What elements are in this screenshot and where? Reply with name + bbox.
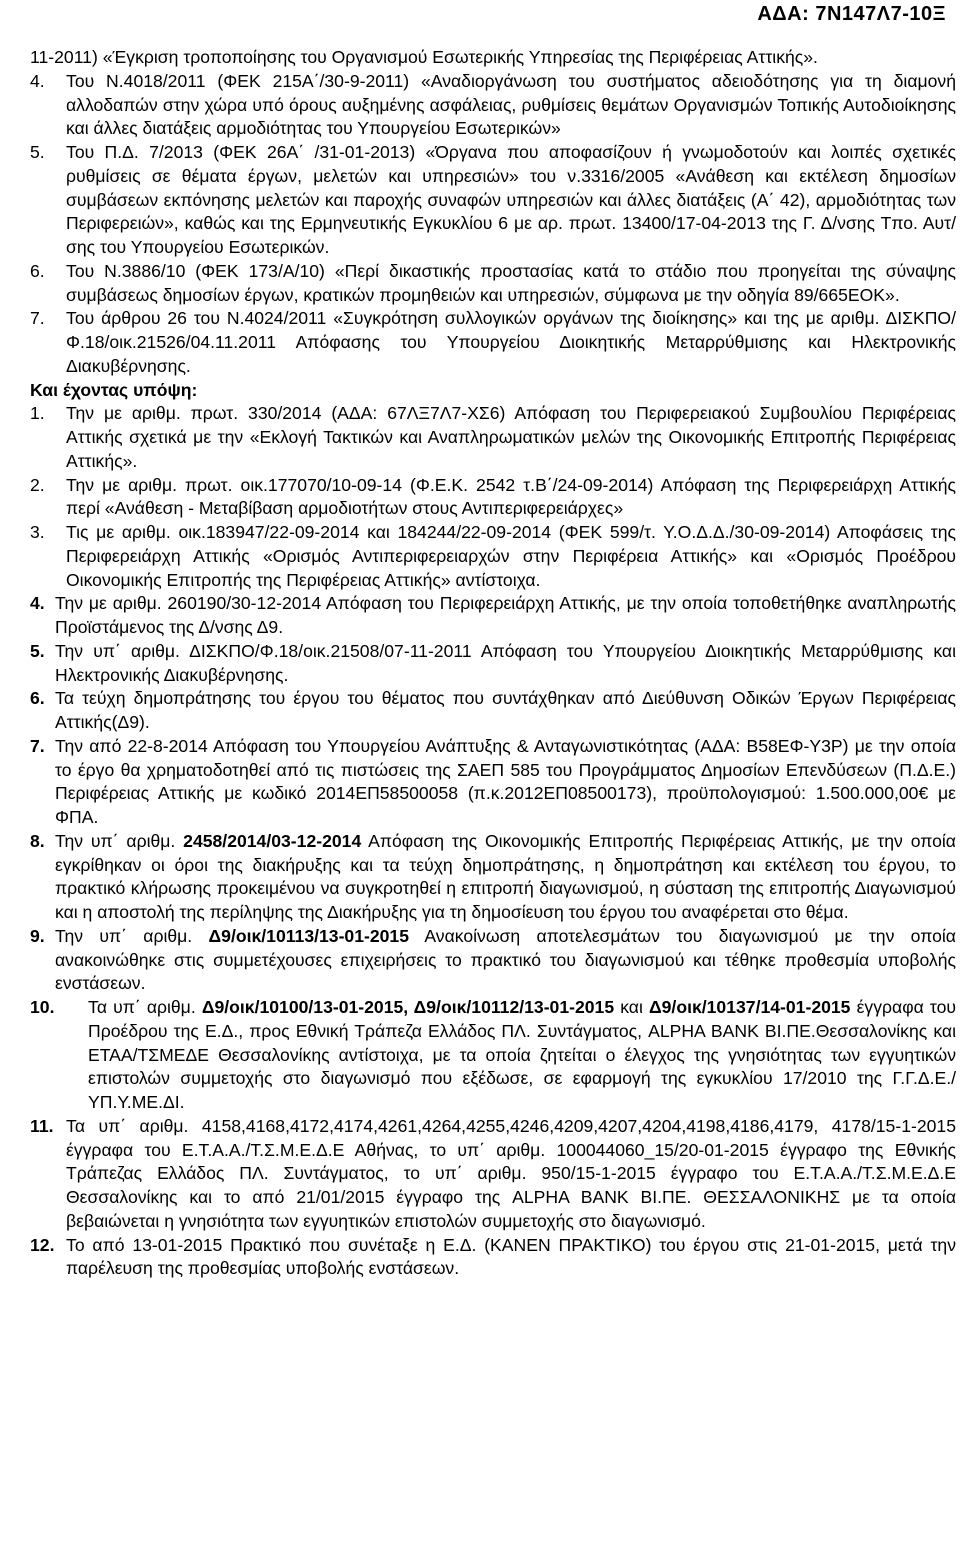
item-number: 8. — [30, 830, 45, 851]
item-number: 6. — [30, 688, 45, 709]
item-number: 4. — [30, 70, 45, 91]
item-number: 9. — [30, 925, 45, 946]
item-text-join: και — [614, 997, 649, 1017]
consideration-7 — [30, 735, 956, 830]
item-text-lead: Την υπ΄ αριθμ. — [55, 830, 184, 851]
item-number: 7. — [30, 735, 45, 756]
item-text-rest: Ανακοίνωση αποτελεσμάτων του διαγωνισμού με την οποία ανακοινώθηκε στις συμμετέχουσες επιχειρήσεις το πρακτικό του διαγωνισμού και τέθηκε προθεσμία υποβολής ενστάσεων. — [55, 925, 956, 994]
item-text-rest: Απόφαση της Οικονομικής Επιτροπής Περιφέρειας Αττικής, με την οποία εγκρίθηκαν οι όροι της διακήρυξης και τα τεύχη δημοπράτησης, η δημοπράτηση και εκτέλεση του έργου, το πρακτικό κλήρωσης προκειμένου να συγκροτηθεί η επιτροπή διαγωνισμού, η σύσταση της επιτροπής Διαγωνισμού και η αποστολή της περίληψης της Διακήρυξης για τη δημοσίευση του έργου του αναφέρεται στο θέμα. — [55, 830, 956, 922]
item-text: Του άρθρου 26 του Ν.4024/2011 «Συγκρότηση συλλογικών οργάνων της διοίκησης» και της με αριθμ. ΔΙΣΚΠΟ/Φ.18/οικ.21526/04.11.2011 Απόφασης του Υπουργείου Διοικητικής Μεταρρύθμισης και Ηλεκτρονικής Διακυβέρνησης. — [66, 308, 956, 376]
item-number: 7. — [30, 308, 45, 329]
legal-item-4 — [30, 70, 956, 141]
consideration-11 — [30, 1115, 956, 1234]
item-text — [55, 830, 956, 925]
item-text-lead: Τα υπ΄ αριθμ. — [88, 997, 202, 1017]
item-text: Το από 13-01-2015 Πρακτικό που συνέταξε η Ε.Δ. (ΚΑΝΕΝ ΠΡΑΚΤΙΚΟ) του έργου στις 21-01-2015, μετά την παρέλευση της προθεσμίας υποβολής ενστάσεων. — [66, 1234, 956, 1279]
item-text: Την με αριθμ. πρωτ. 330/2014 (ΑΔΑ: 67ΛΞ7Λ7-ΧΣ6) Απόφαση του Περιφερειακού Συμβουλίου Περιφέρειας Αττικής σχετικά με την «Εκλογή Τακτικών και Αναπληρωματικών μελών της Οικονομικής Επιτροπής Περιφέρειας Αττικής». — [66, 403, 956, 471]
decision-reference: 2458/2014/03-12-2014 — [183, 830, 362, 851]
item-number: 10. — [30, 997, 55, 1017]
announcement-reference: Δ9/οικ/10113/13-01-2015 — [208, 925, 410, 946]
document-references: Δ9/οικ/10100/13-01-2015, Δ9/οικ/10112/13-01-2015 — [201, 997, 615, 1017]
consideration-10 — [30, 996, 956, 1115]
legal-item-7 — [30, 307, 956, 378]
consideration-5 — [30, 640, 956, 688]
item-text — [88, 996, 956, 1115]
consideration-4 — [30, 592, 956, 640]
item-number: 2. — [30, 474, 45, 495]
document-body — [30, 46, 956, 1281]
item-text: Την με αριθμ. πρωτ. οικ.177070/10-09-14 (Φ.Ε.Κ. 2542 τ.Β΄/24-09-2014) Απόφαση της Περιφερειάρχη Αττικής περί «Ανάθεση - Μεταβίβαση αρμοδιοτήτων στους Αντιπεριφερειάρχες» — [66, 474, 956, 519]
consideration-8 — [30, 830, 956, 925]
item-number: 1. — [30, 403, 45, 424]
item-number: 12. — [30, 1234, 55, 1255]
item-number: 5. — [30, 640, 45, 661]
item-text: Τα τεύχη δημοπράτησης του έργου του θέματος που συντάχθηκαν από Διεύθυνση Οδικών Έργων Περιφέρειας Αττικής(Δ9). — [55, 688, 956, 732]
consideration-9 — [30, 925, 956, 996]
consideration-1 — [30, 402, 956, 473]
legal-item-5 — [30, 141, 956, 260]
continued-paragraph: 11-2011) «Έγκριση τροποποίησης του Οργανισμού Εσωτερικής Υπηρεσίας της Περιφέρειας Αττικής». — [30, 47, 818, 67]
section-heading: Και έχοντας υπόψη: — [30, 379, 198, 400]
item-text: Του Ν.4018/2011 (ΦΕΚ 215Α΄/30-9-2011) «Αναδιοργάνωση του συστήματος αδειοδότησης για τη διαμονή αλλοδαπών στην χώρα υπό όρους αυξημένης ασφάλειας, ρυθμίσεις θεμάτων Οργανισμών Τοπικής Αυτοδιοίκησης και άλλες διατάξεις αρμοδιότητας του Υπουργείου Εσωτερικών» — [66, 70, 956, 139]
item-number: 3. — [30, 522, 45, 542]
consideration-12 — [30, 1234, 956, 1282]
item-text: Τις με αριθμ. οικ.183947/22-09-2014 και 184244/22-09-2014 (ΦΕΚ 599/τ. Υ.Ο.Δ.Δ./30-09-2014) Αποφάσεις της Περιφερειάρχη Αττικής «Ορισμός Αντιπεριφερειαρχών στην Περιφέρεια Αττικής» και «Ορισμός Προέδρου Οικονομικής Επιτροπής της Περιφέρειας Αττικής» αντίστοιχα. — [66, 522, 956, 590]
item-number: 5. — [30, 142, 45, 162]
item-number: 4. — [30, 593, 45, 614]
consideration-2 — [30, 474, 956, 522]
consideration-6 — [30, 687, 956, 735]
item-number: 6. — [30, 260, 45, 281]
legal-item-6 — [30, 260, 956, 308]
item-text: Του Π.Δ. 7/2013 (ΦΕΚ 26Α΄ /31-01-2013) «Όργανα που αποφασίζουν ή γνωμοδοτούν και λοιπές σχετικές ρυθμίσεις σε θέματα έργων, μελετών και υπηρεσιών» του ν.3316/2005 «Ανάθεση και εκτέλεση δημοσίων συμβάσεων εκπόνησης μελετών και παροχής συναφών υπηρεσιών και άλλες διατάξεις (Α΄ 42), αρμοδιότητας των Περιφερειών», καθώς και της Ερμηνευτικής Εγκυκλίου 6 με αρ. πρωτ. 13400/17-04-2013 της Γ. Δ/νσης Τπο. Αυτ/σης του Υπουργείου Εσωτερικών. — [66, 142, 956, 257]
item-text — [55, 925, 956, 996]
item-text-lead: Την υπ΄ αριθμ. — [55, 925, 209, 946]
ada-code: ΑΔΑ: 7Ν147Λ7-10Ξ — [757, 3, 946, 25]
item-text-rest: έγγραφα του Προέδρου της Ε.Δ., προς Εθνική Τράπεζα Ελλάδος ΠΛ. Συντάγματος, ALPHA BANK ΒΙ.ΠΕ.Θεσσαλονίκης και ΕΤΑΑ/ΤΣΜΕΔΕ Θεσσαλονίκης αντίστοιχα, με τα οποία ζητείται ο έλεγχος της γνησιότητας των εγγυητικών επιστολών συμμετοχής στο διαγωνισμό που εξέδωσε, σε εφαρμογή της εγκυκλίου 17/2010 της Γ.Γ.Δ.Ε./ΥΠ.Υ.ΜΕ.ΔΙ. — [88, 997, 956, 1112]
item-text: Την από 22-8-2014 Απόφαση του Υπουργείου Ανάπτυξης & Ανταγωνιστικότητας (ΑΔΑ: Β58ΕΦ-Υ3Ρ) με την οποία το έργο θα χρηματοδοτηθεί από τις πιστώσεις της ΣΑΕΠ 585 του Προγράμματος Δημοσίων Επενδύσεων (Π.Δ.Ε.) Περιφέρειας Αττικής με κωδικό 2014ΕΠ58500058 (π.κ.2012ΕΠ08500173), προϋπολογισμού: 1.500.000,00€ με ΦΠΑ. — [55, 735, 956, 827]
item-text: Του Ν.3886/10 (ΦΕΚ 173/Α/10) «Περί δικαστικής προστασίας κατά το στάδιο που προηγείται της σύναψης συμβάσεως δημοσίων έργων, κρατικών προμηθειών και υπηρεσιών, σύμφωνα με την οδηγία 89/665ΕΟΚ». — [66, 260, 956, 305]
item-text: Την με αριθμ. 260190/30-12-2014 Απόφαση του Περιφερειάρχη Αττικής, με την οποία τοποθετήθηκε αναπληρωτής Προϊστάμενος της Δ/νσης Δ9. — [55, 593, 956, 637]
document-reference-last: Δ9/οικ/10137/14-01-2015 — [649, 997, 851, 1017]
consideration-3 — [30, 521, 956, 592]
item-number: 11. — [30, 1115, 54, 1136]
item-text: Τα υπ΄ αριθμ. 4158,4168,4172,4174,4261,4264,4255,4246,4209,4207,4204,4198,4186,4179, 4178/15-1-2015 έγγραφα του Ε.Τ.Α.Α./Τ.Σ.Μ.Ε.Δ.Ε Αθήνας, το υπ΄ αριθμ. 100044060_15/20-01-2015 έγγραφο της Εθνικής Τράπεζας Ελλάδος ΠΛ. Συντάγματος, το υπ΄ αριθμ. 950/15-1-2015 έγγραφο του Ε.Τ.Α.Α./Τ.Σ.Μ.Ε.Δ.Ε Θεσσαλονίκης και το από 21/01/2015 έγγραφο της ALPHA BANK ΒΙ.ΠΕ. ΘΕΣΣΑΛΟΝΙΚΗΣ με τα οποία βεβαιώνεται η γνησιότητα των εγγυητικών επιστολών συμμετοχής στο διαγωνισμό. — [66, 1115, 956, 1231]
item-text: Την υπ΄ αριθμ. ΔΙΣΚΠΟ/Φ.18/οικ.21508/07-11-2011 Απόφαση του Υπουργείου Διοικητικής Μεταρρύθμισης και Ηλεκτρονικής Διακυβέρνησης. — [55, 640, 956, 685]
